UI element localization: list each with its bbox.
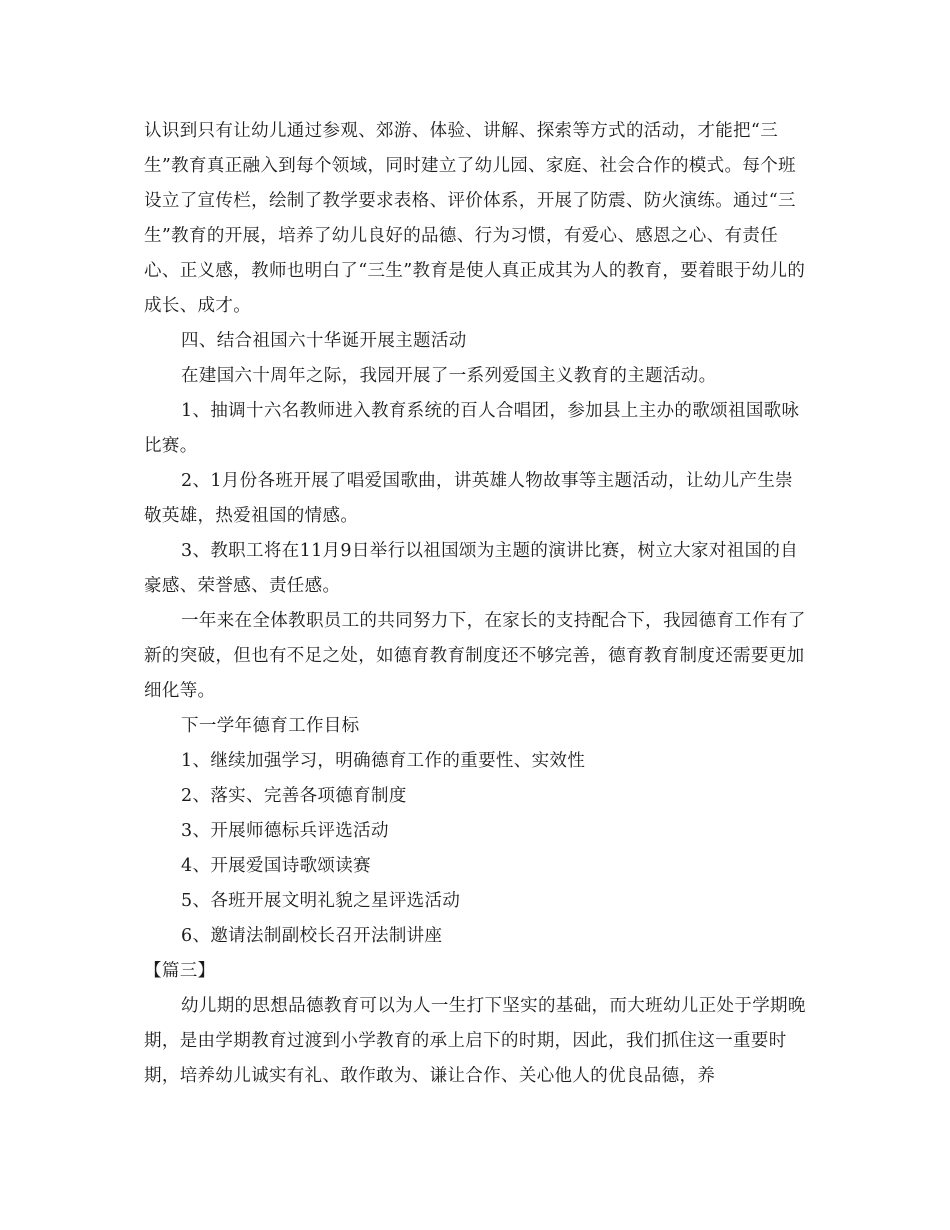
list-item: 3、教职工将在11月9日举行以祖国颂为主题的演讲比赛，树立大家对祖国的自豪感、荣誉感、责任感。: [144, 541, 799, 596]
goal-item: 5、各班开展文明礼貌之星评选活动: [181, 891, 461, 911]
list-item: 2、1月份各班开展了唱爱国歌曲，讲英雄人物故事等主题活动，让幼儿产生崇敬英雄，热爱祖国的情感。: [144, 471, 794, 526]
goal-item: 3、开展师德标兵评选活动: [181, 821, 389, 841]
goal-item: 1、继续加强学习，明确德育工作的重要性、实效性: [181, 751, 586, 771]
list-item: 1、抽调十六名教师进入教育系统的百人合唱团，参加县上主办的歌颂祖国歌咏比赛。: [144, 401, 800, 456]
goal-item: 6、邀请法制副校长召开法制讲座: [181, 926, 443, 946]
goals-heading: 下一学年德育工作目标: [181, 716, 360, 736]
paragraph: 幼儿期的思想品德教育可以为人一生打下坚实的基础，而大班幼儿正处于学期晚期，是由学期教育过渡到小学教育的承上启下的时期，因此，我们抓住这一重要时期，培养幼儿诚实有礼、敢作敢为、谦让合作、关心他人的优良品德，养: [144, 996, 806, 1086]
paragraph-continuation: 认识到只有让幼儿通过参观、郊游、体验、讲解、探索等方式的活动，才能把“三生”教育真正融入到每个领域，同时建立了幼儿园、家庭、社会合作的模式。每个班设立了宣传栏，绘制了教学要求表格、评价体系，开展了防震、防火演练。通过“三生”教育的开展，培养了幼儿良好的品德、行为习惯，有爱心、感恩之心、有责任心、正义感，教师也明白了“三生”教育是使人真正成其为人的教育，要着眼于幼儿的成长、成才。: [144, 121, 806, 316]
goal-item: 2、落实、完善各项德育制度: [181, 786, 407, 806]
section-heading-four: 四、结合祖国六十华诞开展主题活动: [181, 331, 467, 351]
part-three-heading: 【篇三】: [144, 961, 216, 981]
paragraph: 一年来在全体教职员工的共同努力下，在家长的支持配合下，我园德育工作有了新的突破，但也有不足之处，如德育教育制度还不够完善，德育教育制度还需要更加细化等。: [144, 611, 806, 701]
paragraph: 在建国六十周年之际，我园开展了一系列爱国主义教育的主题活动。: [181, 366, 717, 386]
goal-item: 4、开展爱国诗歌颂读赛: [181, 856, 371, 876]
document-body: [144, 114, 809, 1094]
